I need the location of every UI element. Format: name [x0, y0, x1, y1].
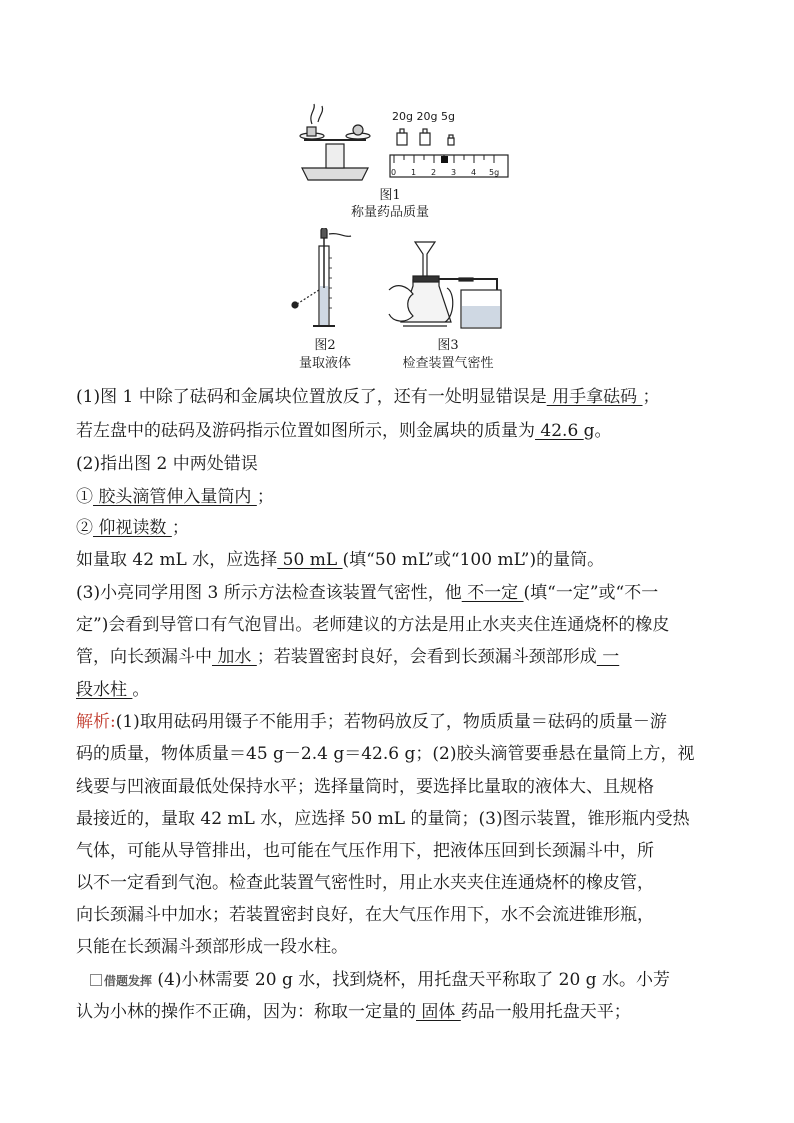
badge-label: 借题发挥	[104, 974, 153, 988]
ruler-tick: 5g	[489, 168, 500, 177]
answer-blank: 用手拿砝码	[546, 387, 643, 407]
answer-blank: 42.6	[535, 421, 584, 441]
answer-blank: 固体	[416, 1002, 461, 1022]
badge-icon	[90, 974, 102, 986]
text-seg: (1)图 1 中除了砝码和金属块位置放反了，还有一处明显错误是	[76, 387, 547, 407]
text-seg: 药品一般用托盘天平；	[460, 1002, 631, 1022]
fig3-caption-num: 图3	[437, 338, 459, 353]
q1-line-2	[76, 419, 612, 443]
q3-line-3	[76, 645, 619, 669]
q2-line-2	[76, 485, 274, 509]
answer-blank: 不一定	[461, 583, 524, 603]
text-seg: (3)小亮同学用图 3 所示方法检查该装置气密性，他	[76, 583, 462, 603]
figure-2-cylinder	[285, 228, 365, 333]
fig2-caption-num: 图2	[314, 338, 336, 353]
fig1-caption-num: 图1	[379, 188, 401, 203]
analysis-line-2	[76, 742, 694, 766]
analysis-line-3	[76, 775, 654, 799]
analysis-line-8	[76, 935, 348, 959]
text-seg: (2)指出图 2 中两处错误	[76, 454, 258, 474]
text-seg: 定”)会看到导管口有气泡冒出。老师建议的方法是用止水夹夹住连通烧杯的橡皮	[76, 615, 670, 635]
analysis-line-5	[76, 839, 654, 863]
text-seg: 码的质量，物体质量＝45 g－2.4 g＝42.6 g；(2)胶头滴管要垂悬在量筒上方，视	[76, 744, 695, 764]
text-seg: 若左盘中的砝码及游码指示位置如图所示，则金属块的质量为	[76, 421, 535, 441]
fig2-caption-title: 量取液体	[298, 356, 351, 371]
text-seg: ；	[171, 518, 189, 538]
text-seg: 线要与凹液面最低处保持水平；选择量筒时，要选择比量取的液体大、且规格	[76, 777, 654, 797]
text-seg: 如量取 42 mL 水，应选择	[76, 550, 278, 570]
q2-line-1	[76, 452, 258, 476]
q1-line-1	[76, 385, 660, 409]
extension-line-1	[90, 968, 670, 993]
q3-line-4	[76, 678, 149, 702]
text-seg: (4)小林需要 20 g 水，找到烧杯，用托盘天平称取了 20 g 水。小芳	[152, 970, 670, 990]
q2-line-3	[76, 516, 189, 540]
answer-blank: 一	[596, 647, 620, 667]
ruler-tick: 0	[391, 168, 397, 177]
text-seg: 向长颈漏斗中加水；若装置密封良好，在大气压作用下，水不会流进锥形瓶，	[76, 905, 654, 925]
answer-blank: 段水柱	[76, 680, 133, 700]
text-seg: 管，向长颈漏斗中	[76, 647, 212, 667]
figure-3-apparatus	[385, 238, 510, 333]
analysis-line-6	[76, 871, 654, 895]
q3-line-1	[76, 581, 658, 605]
text-seg: (填“50 mL”或“100 mL”)的量筒。	[342, 550, 605, 570]
answer-blank: 仰视读数	[93, 518, 172, 538]
text-seg: (1)取用砝码用镊子不能用手；若物码放反了，物质质量＝砝码的质量－游	[115, 712, 667, 732]
ruler-tick: 4	[471, 168, 477, 177]
extension-badge	[90, 974, 152, 988]
analysis-line-4	[76, 807, 690, 831]
analysis-line-7	[76, 903, 654, 927]
text-seg: ①	[76, 487, 93, 507]
text-seg: 最接近的，量取 42 mL 水，应选择 50 mL 的量筒；(3)图示装置，锥形瓶内受热	[76, 809, 690, 829]
analysis-line-1	[76, 710, 667, 734]
fig3-caption-title: 检查装置气密性	[402, 356, 494, 371]
rider-marker	[441, 156, 448, 163]
q2-line-4	[76, 548, 604, 572]
answer-blank: 50 mL	[277, 550, 343, 570]
fig1-weights-label: 20g 20g 5g	[392, 110, 455, 123]
text-seg: ；	[256, 487, 274, 507]
answer-blank: 胶头滴管伸入量筒内	[93, 487, 257, 507]
ruler-tick: 3	[451, 168, 457, 177]
analysis-label: 解析:	[76, 712, 116, 732]
answer-blank: 加水	[212, 647, 257, 667]
ruler-tick: 1	[411, 168, 417, 177]
text-seg: (填“一定”或“不一	[523, 583, 659, 603]
text-seg: ②	[76, 518, 93, 538]
fig1-caption-title: 称量药品质量	[350, 205, 429, 220]
text-seg: 以不一定看到气泡。检查此装置气密性时，用止水夹夹住连通烧杯的橡皮管，	[76, 873, 654, 893]
ruler-tick: 2	[431, 168, 437, 177]
text-seg: 只能在长颈漏斗颈部形成一段水柱。	[76, 937, 348, 957]
text-seg: ；	[642, 387, 660, 407]
text-seg: 。	[132, 680, 150, 700]
text-seg: g。	[583, 421, 612, 441]
text-seg: ；若装置密封良好，会看到长颈漏斗颈部形成	[256, 647, 597, 667]
text-seg: 认为小林的操作不正确，因为：称取一定量的	[76, 1002, 416, 1022]
q3-line-2	[76, 613, 669, 637]
text-seg: 气体，可能从导管排出，也可能在气压作用下，把液体压回到长颈漏斗中，所	[76, 841, 654, 861]
extension-line-2	[76, 1000, 631, 1024]
